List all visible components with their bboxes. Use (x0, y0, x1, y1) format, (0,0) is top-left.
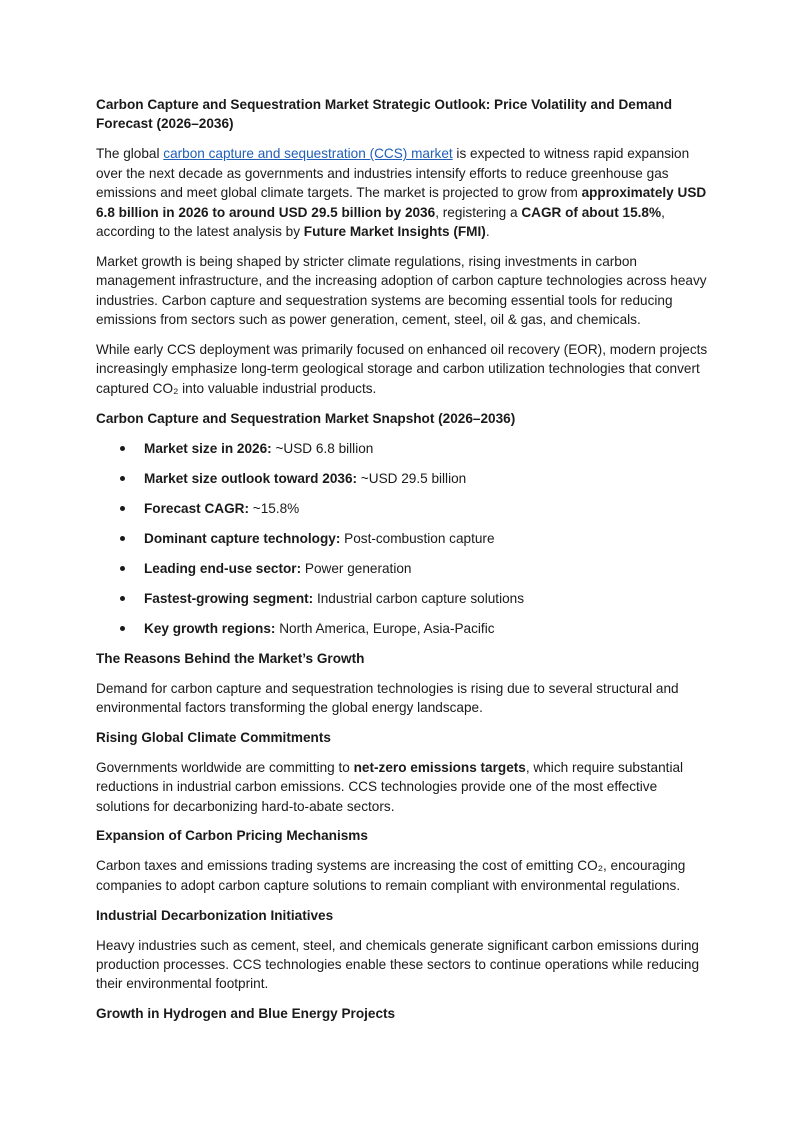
list-item-value: ~USD 29.5 billion (357, 470, 467, 486)
bullet-icon (120, 536, 125, 541)
list-item (96, 619, 708, 638)
net-zero-term: net-zero emissions targets (353, 759, 526, 775)
intro-text-mid2: , registering a (435, 204, 522, 220)
list-item (96, 529, 708, 548)
bullet-icon (120, 596, 125, 601)
snapshot-list (96, 439, 708, 638)
list-item-label: Forecast CAGR: (144, 500, 249, 516)
list-item-value: Industrial carbon capture solutions (313, 590, 525, 606)
climate-text-end: , which require substantial reductions in industrial carbon emissions. CCS technologies provide one of the most effective solutions for decarbonizing hard-to-abate sectors. (96, 759, 684, 814)
bullet-icon (120, 506, 125, 511)
list-item-value: ~15.8% (249, 500, 300, 516)
bullet-icon (120, 476, 125, 481)
list-item-value: Post-combustion capture (340, 530, 495, 546)
source-name: Future Market Insights (FMI) (303, 223, 486, 239)
snapshot-heading: Carbon Capture and Sequestration Market Snapshot (2026–2036) (96, 410, 516, 426)
list-item-value: ~USD 6.8 billion (271, 440, 374, 456)
list-item-value: North America, Europe, Asia-Pacific (275, 620, 495, 636)
list-item-label: Market size outlook toward 2036: (144, 470, 358, 486)
list-item-label: Market size in 2026: (144, 440, 272, 456)
eor-paragraph: While early CCS deployment was primarily focused on enhanced oil recovery (EOR), modern projects increasingly emphasize long-term geological storage and carbon utilization technologies that convert captured CO₂ into valuable industrial products. (96, 341, 708, 396)
intro-paragraph (96, 144, 708, 241)
list-item-label: Leading end-use sector: (144, 560, 302, 576)
climate-heading: Rising Global Climate Commitments (96, 729, 331, 745)
list-item-label: Fastest-growing segment: (144, 590, 314, 606)
list-item (96, 589, 708, 608)
intro-text-mid: is expected to witness rapid expansion over the next decade as governments and industries intensify efforts to reduce greenhouse gas emissions and meet global climate targets. The market is projected to grow from (96, 146, 690, 201)
list-item-value: Power generation (301, 560, 412, 576)
pricing-heading: Expansion of Carbon Pricing Mechanisms (96, 828, 368, 844)
market-size-range: approximately USD 6.8 billion in 2026 to around USD 29.5 billion by 2036 (96, 185, 707, 220)
climate-text-start: Governments worldwide are committing to (96, 759, 354, 775)
list-item (96, 439, 708, 458)
list-item-label: Dominant capture technology: (144, 530, 341, 546)
industrial-heading: Industrial Decarbonization Initiatives (96, 907, 334, 923)
hydrogen-heading: Growth in Hydrogen and Blue Energy Projects (96, 1006, 396, 1022)
climate-paragraph (96, 758, 708, 816)
list-item (96, 469, 708, 488)
growth-drivers-paragraph: Market growth is being shaped by stricter climate regulations, rising investments in carbon management infrastructure, and the increasing adoption of carbon capture technologies across heavy industries. Carbon capture and sequestration systems are becoming essential tools for reducing emissions from sectors such as power generation, cement, steel, oil & gas, and chemicals. (96, 253, 707, 328)
bullet-icon (120, 446, 125, 451)
bullet-icon (120, 626, 125, 631)
bullet-icon (120, 566, 125, 571)
industrial-paragraph: Heavy industries such as cement, steel, and chemicals generate significant carbon emissions during production processes. CCS technologies enable these sectors to continue operations while reducing their environmental footprint. (96, 937, 700, 992)
cagr-value: CAGR of about 15.8% (521, 204, 662, 220)
list-item-label: Key growth regions: (144, 620, 276, 636)
ccs-market-link[interactable]: carbon capture and sequestration (CCS) market (163, 146, 453, 162)
intro-text-mid3: , according to the latest analysis by (96, 204, 665, 239)
pricing-paragraph: Carbon taxes and emissions trading systems are increasing the cost of emitting CO₂, encouraging companies to adopt carbon capture solutions to remain compliant with environmental regulations. (96, 858, 686, 893)
list-item (96, 499, 708, 518)
intro-text-end: . (485, 223, 490, 239)
document-title: Carbon Capture and Sequestration Market Strategic Outlook: Price Volatility and Demand Forecast (2026–2036) (96, 97, 673, 132)
list-item (96, 559, 708, 578)
reasons-heading: The Reasons Behind the Market’s Growth (96, 650, 365, 666)
intro-text-start: The global (96, 146, 164, 162)
reasons-paragraph: Demand for carbon capture and sequestration technologies is rising due to several structural and environmental factors transforming the global energy landscape. (96, 680, 679, 715)
document-body (96, 95, 708, 1034)
